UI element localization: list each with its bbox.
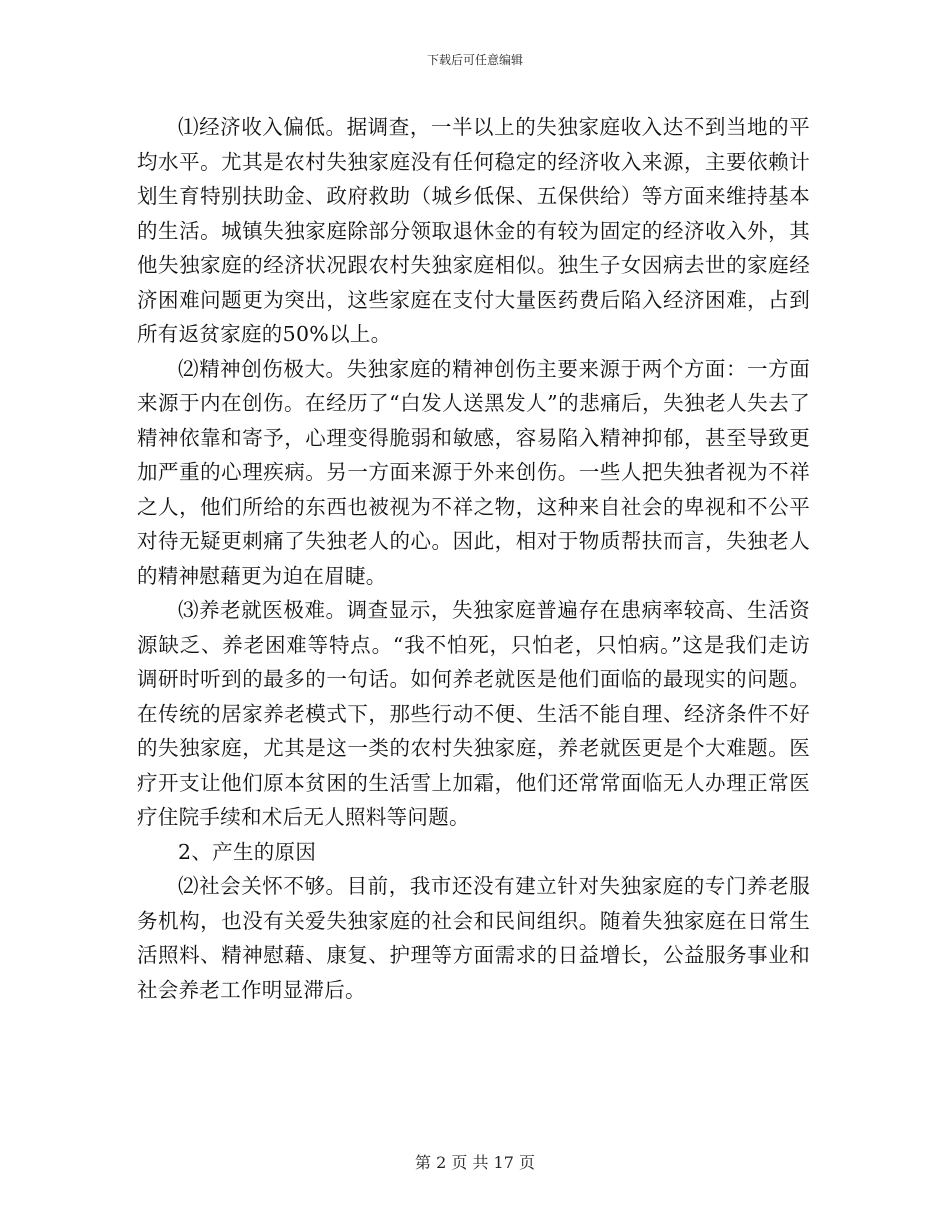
paragraph-social-care: ⑵社会关怀不够。目前，我市还没有建立针对失独家庭的专门养老服务机构，也没有关爱失独家庭的社会和民间组织。随着失独家庭在日常生活照料、精神慰藉、康复、护理等方面需求的日益增长，公益服务事业和社会养老工作明显滞后。 [137,874,810,1002]
paragraph-mental-trauma: ⑵精神创伤极大。失独家庭的精神创伤主要来源于两个方面：一方面来源于内在创伤。在经历了“白发人送黑发人”的悲痛后，失独老人失去了精神依靠和寄予，心理变得脆弱和敏感，容易陷入精神抑郁，甚至导致更加严重的心理疾病。另一方面来源于外来创伤。一些人把失独者视为不祥之人，他们所给的东西也被视为不祥之物，这种来自社会的卑视和不公平对待无疑更刺痛了失独老人的心。因此，相对于物质帮扶而言，失独老人的精神慰藉更为迫在眉睫。 [137,356,810,588]
page-header: 下载后可任意编辑 [426,53,523,67]
paragraph-elderly-care-medical: ⑶养老就医极难。调查显示，失独家庭普遍存在患病率较高、生活资源缺乏、养老困难等特点。“我不怕死，只怕老，只怕病。”这是我们走访调研时听到的最多的一句话。如何养老就医是他们面临的最现实的问题。在传统的居家养老模式下，那些行动不便、生活不能自理、经济条件不好的失独家庭，尤其是这一类的农村失独家庭，养老就医更是个大难题。医疗开支让他们原本贫困的生活雪上加霜，他们还常常面临无人办理正常医疗住院手续和术后无人照料等问题。 [137,598,810,829]
page-footer: 第 2 页 共 17 页 [415,1153,535,1172]
document-body [137,110,810,1007]
section-heading-causes: 2、产生的原因 [178,839,317,864]
paragraph-economic-income: ⑴经济收入偏低。据调查，一半以上的失独家庭收入达不到当地的平均水平。尤其是农村失独家庭没有任何稳定的经济收入来源，主要依赖计划生育特别扶助金、政府救助（城乡低保、五保供给）等方面来维持基本的生活。城镇失独家庭除部分领取退休金的有较为固定的经济收入外，其他失独家庭的经济状况跟农村失独家庭相似。独生子女因病去世的家庭经济困难问题更为突出，这些家庭在支付大量医药费后陷入经济困难，占到所有返贫家庭的50%以上。 [137,115,810,346]
